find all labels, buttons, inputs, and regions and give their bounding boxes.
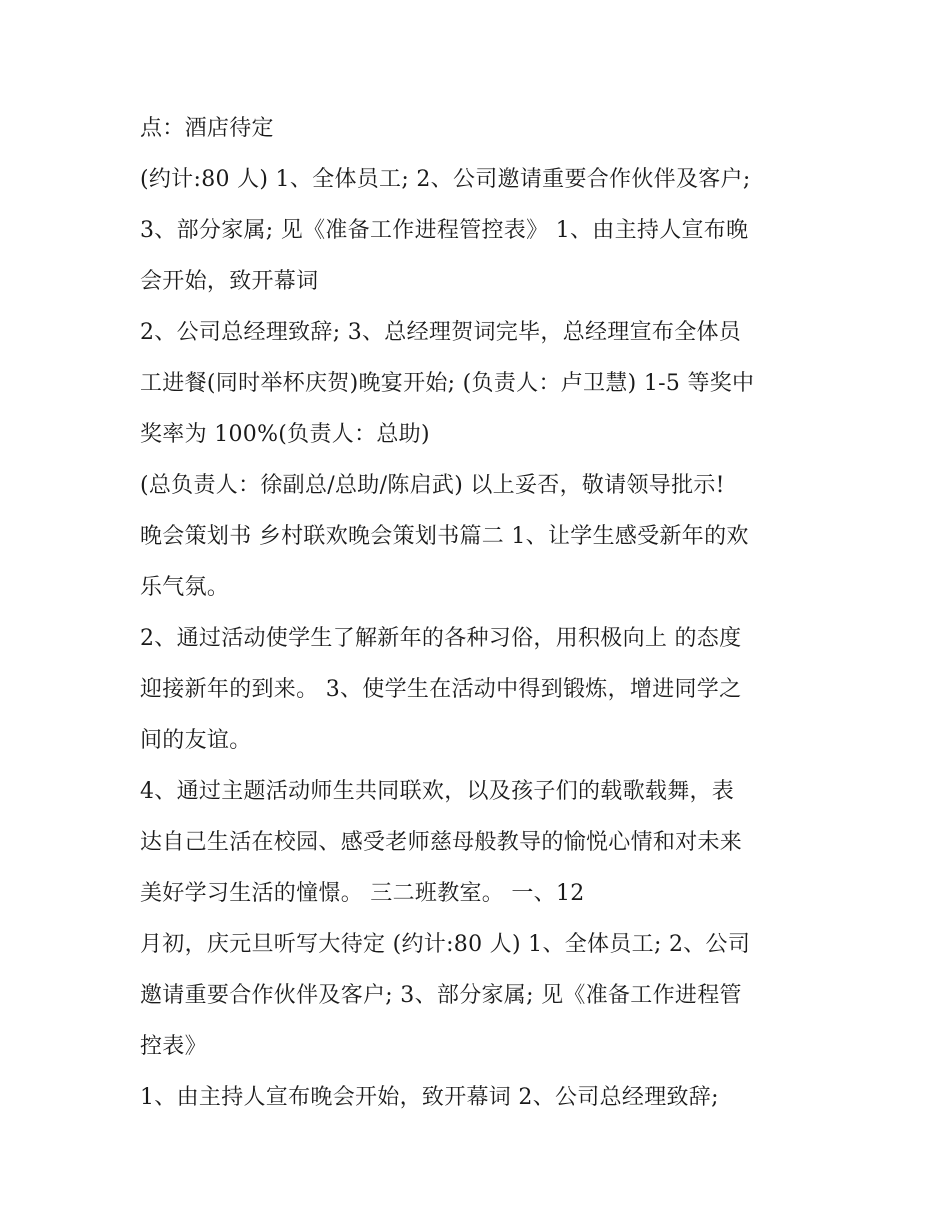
text-line: 3、部分家属; 见《准备工作进程管控表》 1、由主持人宣布晚	[140, 218, 749, 243]
text-line: 月初，庆元旦听写大待定 (约计:80 人) 1、全体员工; 2、公司	[140, 932, 751, 957]
text-line: (总负责人：徐副总/总助/陈启武) 以上妥否，敬请领导批示!	[140, 473, 725, 498]
text-line: 会开始，致开幕词	[140, 269, 319, 294]
text-line: 达自己生活在校园、感受老师慈母般教导的愉悦心情和对未来	[140, 830, 743, 855]
text-line: 2、公司总经理致辞; 3、总经理贺词完毕，总经理宣布全体员	[140, 320, 742, 345]
text-line: 控表》	[140, 1034, 207, 1059]
text-line: 点：酒店待定	[140, 116, 274, 141]
text-line: (约计:80 人) 1、全体员工; 2、公司邀请重要合作伙伴及客户;	[140, 167, 751, 192]
text-line: 邀请重要合作伙伴及客户; 3、部分家属; 见《准备工作进程管	[140, 983, 742, 1008]
text-line: 间的友谊。	[140, 728, 252, 753]
text-line: 美好学习生活的憧憬。 三二班教室。 一、12	[140, 881, 585, 906]
text-line: 迎接新年的到来。 3、使学生在活动中得到锻炼，增进同学之	[140, 677, 742, 702]
text-line: 奖率为 100%(负责人：总助)	[140, 422, 430, 447]
text-line: 2、通过活动使学生了解新年的各种习俗，用积极向上 的态度	[140, 626, 742, 651]
text-line: 4、通过主题活动师生共同联欢，以及孩子们的载歌载舞，表	[140, 779, 735, 804]
document-body	[140, 107, 820, 1127]
text-line: 工进餐(同时举杯庆贺)晚宴开始; (负责人：卢卫慧) 1-5 等奖中	[140, 371, 755, 396]
text-line: 乐气氛。	[140, 575, 230, 600]
text-line: 晚会策划书 乡村联欢晚会策划书篇二 1、让学生感受新年的欢	[140, 524, 749, 549]
text-line: 1、由主持人宣布晚会开始，致开幕词 2、公司总经理致辞;	[140, 1085, 719, 1110]
